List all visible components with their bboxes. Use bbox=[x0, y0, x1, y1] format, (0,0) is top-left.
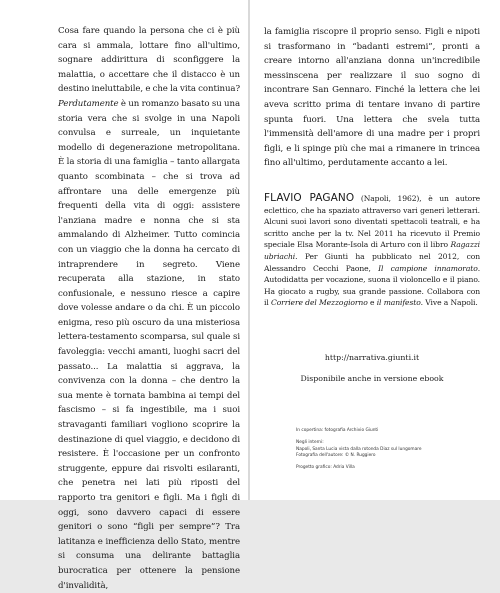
interior-credit-label: Negli interni: bbox=[296, 440, 324, 446]
book-title: Ragazzi ubriachi bbox=[264, 240, 480, 261]
publisher-info bbox=[264, 352, 480, 385]
bio-text: . Autodidatta per vocazione, suona il violoncello e il piano. Ha giocato a rugby, sua grande passione. Collabora con il bbox=[264, 263, 481, 308]
right-flap bbox=[250, 0, 500, 500]
bio-text: . Per Giunti ha pubblicato nel 2012, con Alessandro Cecchi Paone, bbox=[264, 251, 480, 273]
author-photo-credit: Fotografia dell'autore: © N. Ruggiero bbox=[296, 452, 376, 458]
author-bio bbox=[264, 193, 480, 309]
author-name: FLAVIO PAGANO bbox=[264, 191, 355, 204]
synopsis-continued bbox=[264, 25, 480, 171]
ebook-note: Disponibile anche in versione ebook bbox=[300, 373, 444, 383]
left-flap bbox=[0, 0, 248, 591]
design-credit: Progetto grafico: Adria Villa bbox=[296, 465, 355, 471]
bio-text: . Vive a Napoli. bbox=[420, 298, 478, 308]
book-title: Perdutamente bbox=[58, 98, 119, 109]
synopsis-part: è un romanzo basato su una storia vera che si svolge in una Napoli convulsa e surreale, un inquietante modello di degenerazione metropolitana. È la storia di una famiglia – tanto allargata quanto scombinata – che si trova ad affrontare una delle emergenze più frequenti della vita di oggi: assistere l'anziana madre e nonna che si sta ammalando di Alzheimer. Tutto comincia con un viaggio che la donna ha cercato di intraprendere in segreto. Viene recuperata alla stazione, in stato confusionale, e nessuno riesce a capire dove volesse andare o da chi. È un piccolo enigma, reso più oscuro da una misteriosa lettera-testamento scomparsa, sul quale si favoleggia: vecchi amanti, luoghi sacri del passato... La malattia si aggrava, la convivenza con la donna – che dentro la sua mente è tornata bambina ai tempi del fascismo – si fa ingestibile, ma i suoi stravaganti familiari vogliono scoprire la destinazione di quel viaggio, e decidono di resistere. È l'occasione per un confronto struggente, eppure dai risvolti esilaranti, che penetra nei lati più riposti del rapporto tra genitori e figli. Ma i figli di oggi, sono davvero capaci di essere genitori o sono “figli per sempre”? Tra latitanza e inefficienza dello Stato, mentre si consuma una delirante battaglia burocratica per ottenere la pensione d'invalidità, bbox=[58, 98, 240, 591]
publisher-url: http://narrativa.giunti.it bbox=[324, 352, 420, 362]
photo-credits bbox=[296, 428, 490, 471]
synopsis-part: Cosa fare quando la persona che ci è più cara si ammala, lottare fino all'ultimo, sognare addirittura di sconfiggere la malattia, o accettare che il distacco è un destino ineluttabile, e che la vita continua? bbox=[58, 26, 240, 95]
newspaper-name: il manifesto bbox=[376, 298, 421, 308]
synopsis-part: la famiglia riscopre il proprio senso. Figli e nipoti si trasformano in “badanti estremi”, pronti a creare intorno all'anziana donna un'incredibile messinscena per realizzare il suo sogno di incontrare San Gennaro. Finché la lettera che lei aveva scritto prima di tentare invano di partire spunta fuori. Una lettera che svela tutta l'immensità dell'amore di una madre per i propri figli, e li spinge più che mai a rimanere in trincea fino all'ultimo, perdutamente accanto a lei. bbox=[264, 27, 480, 169]
newspaper-name: Corriere del Mezzogiorno bbox=[270, 298, 368, 308]
bio-text: e bbox=[367, 298, 377, 308]
synopsis-text bbox=[58, 24, 240, 593]
bio-text: (Napoli, 1962), è un autore eclettico, che ha spaziato attraverso vari generi letterari. Alcuni suoi lavori sono diventati spettacoli teatrali, e ha scritto anche per la tv. Nel 2011 ha ricevuto il Premio speciale Elsa Morante-Isola di Arturo con il libro bbox=[264, 193, 480, 250]
cover-credit: In copertina: fotografia Archivio Giunti bbox=[296, 428, 379, 433]
book-title: Il campione innamorato bbox=[378, 263, 478, 273]
interior-credit: Napoli, Santa Lucia vista dalla rotonda Diaz sul lungomare bbox=[296, 446, 422, 452]
